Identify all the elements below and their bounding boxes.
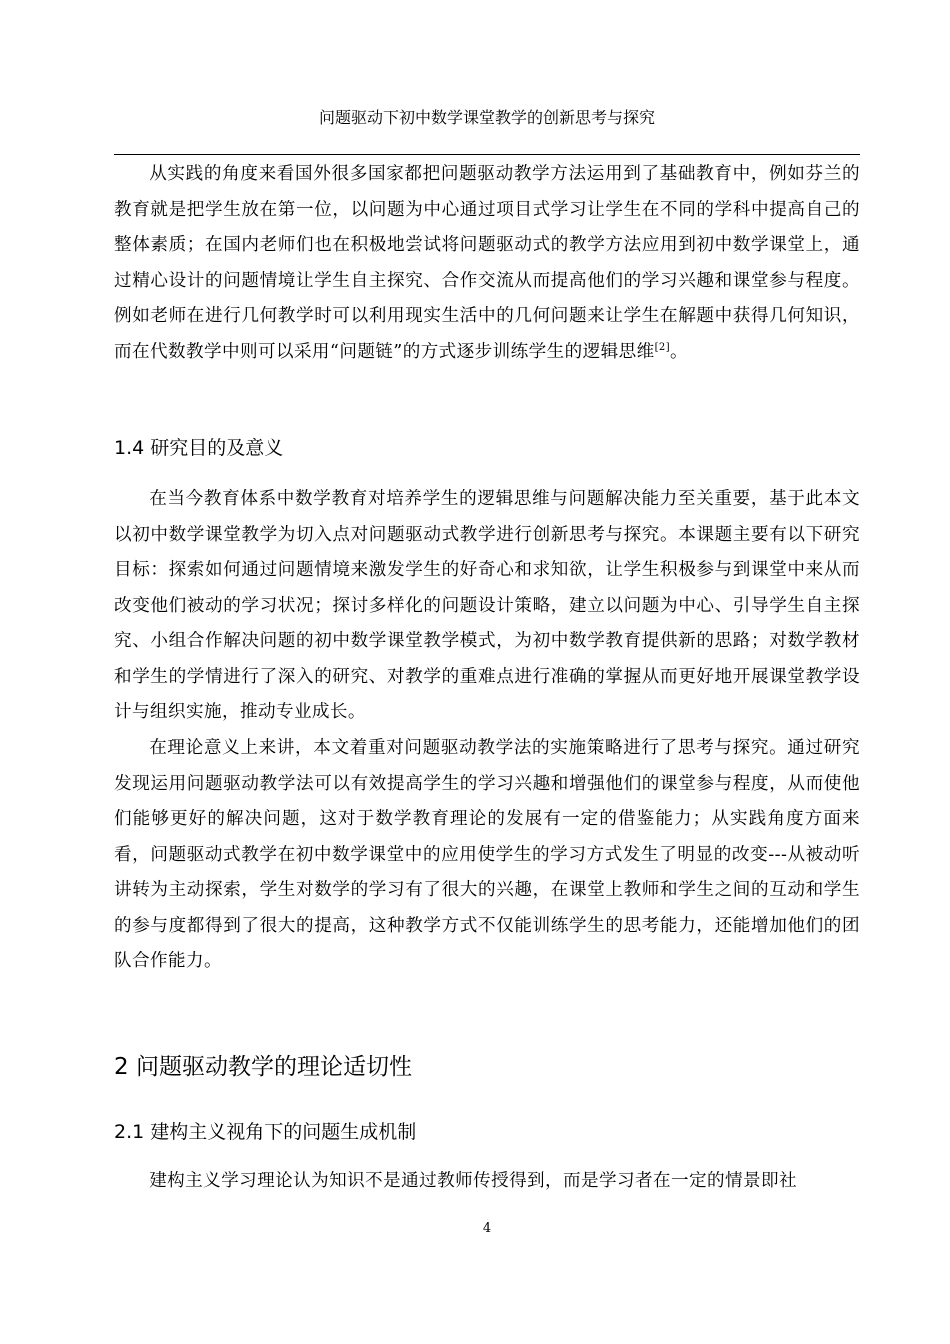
- page-number: 4: [482, 1221, 492, 1236]
- paragraph-practice-abroad: [114, 157, 860, 370]
- header-divider: [114, 154, 860, 155]
- paragraph-constructivism: 建构主义学习理论认为知识不是通过教师传授得到，而是学习者在一定的情景即社: [149, 1171, 797, 1191]
- paragraph-significance: 在理论意义上来讲，本文着重对问题驱动教学法的实施策略进行了思考与探究。通过研究发现运用问题驱动教学法可以有效提高学生的学习兴趣和增强他们的课堂参与程度，从而使他们能够更好的解决问题，这对于数学教育理论的发展有一定的借鉴能力；从实践角度方面来看，问题驱动式教学在初中数学课堂中的应用使学生的学习方式发生了明显的改变---从被动听讲转为主动探索，学生对数学的学习有了很大的兴趣，在课堂上教师和学生之间的互动和学生的参与度都得到了很大的提高，这种教学方式不仅能训练学生的思考能力，还能增加他们的团队合作能力。: [114, 738, 860, 971]
- paragraph-end: 。: [670, 341, 688, 362]
- running-header: 问题驱动下初中数学课堂教学的创新思考与探究: [318, 108, 655, 127]
- section-heading-2-1: 2.1 建构主义视角下的问题生成机制: [114, 1121, 417, 1143]
- chapter-heading-2: 2 问题驱动教学的理论适切性: [114, 1054, 412, 1080]
- paragraph-research-goals: 在当今教育体系中数学教育对培养学生的逻辑思维与问题解决能力至关重要，基于此本文以初中数学课堂教学为切入点对问题驱动式教学进行创新思考与探究。本课题主要有以下研究目标：探索如何通过问题情境来激发学生的好奇心和求知欲，让学生积极参与到课堂中来从而改变他们被动的学习状况；探讨多样化的问题设计策略，建立以问题为中心、引导学生自主探究、小组合作解决问题的初中数学课堂教学模式，为初中数学教育提供新的思路；对数学教材和学生的学情进行了深入的研究、对教学的重难点进行准确的掌握从而更好地开展课堂教学设计与组织实施，推动专业成长。: [114, 489, 860, 722]
- paragraph-text: 从实践的角度来看国外很多国家都把问题驱动教学方法运用到了基础教育中，例如芬兰的教育就是把学生放在第一位，以问题为中心通过项目式学习让学生在不同的学科中提高自己的整体素质；在国内老师们也在积极地尝试将问题驱动式的教学方法应用到初中数学课堂上，通过精心设计的问题情境让学生自主探究、合作交流从而提高他们的学习兴趣和课堂参与程度。例如老师在进行几何教学时可以利用现实生活中的几何问题来让学生在解题中获得几何知识，而在代数教学中则可以采用“问题链”的方式逐步训练学生的逻辑思维: [114, 164, 860, 362]
- citation-marker: [2]: [654, 341, 670, 353]
- section-heading-1-4: 1.4 研究目的及意义: [114, 437, 284, 459]
